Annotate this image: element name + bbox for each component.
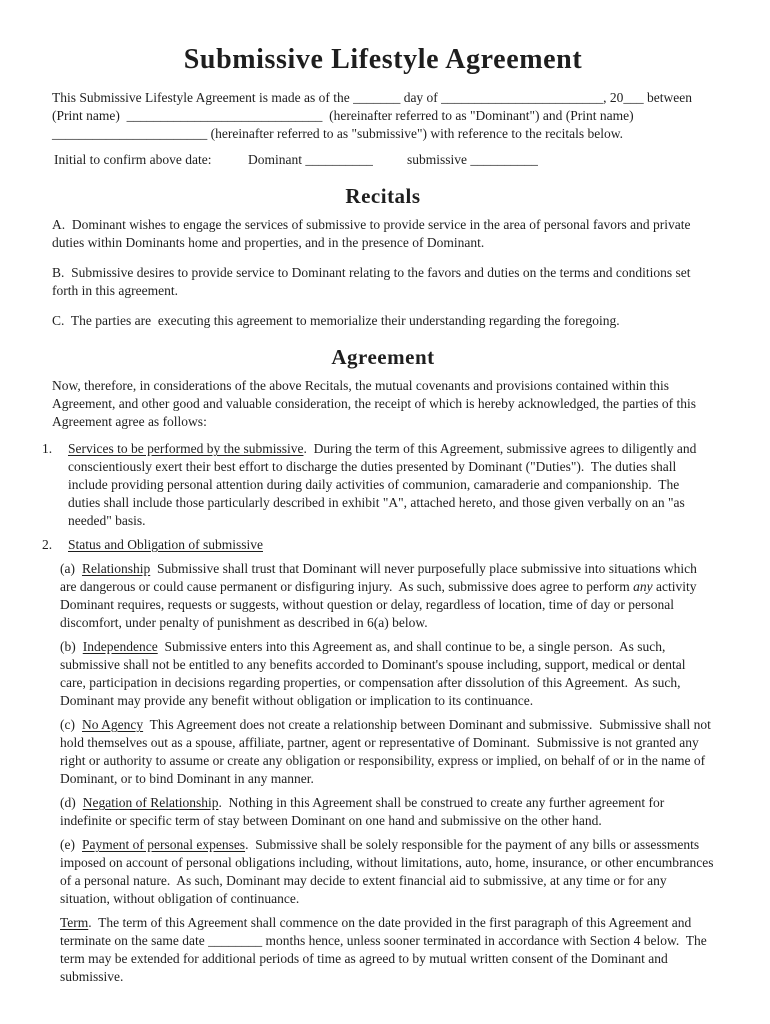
item-2-heading: Status and Obligation of submissive (68, 537, 263, 552)
clause-a-body-end: activity Dominant requires, requests or suggests, without question or delay, regardless of location, time of day or personal discomfort, under penalty of punishment as described in 6(a) below. (60, 579, 700, 630)
clause-d-body: . Nothing in this Agreement shall be construed to create any further agreement for indefinite or specific term of stay between Dominant on one hand and submissive on the other hand. (60, 795, 668, 828)
intro-paragraph: This Submissive Lifestyle Agreement is made as of the _______ day of ________________________, 20___ between (Print name) _____________________________ (hereinafter referred to as "Dominant") and (Print name) _______________________ (hereinafter referred to as "submissive") with reference to the recitals below. (52, 90, 696, 141)
term-paragraph (60, 914, 714, 986)
recital-b: B. Submissive desires to provide service to Dominant relating to the favors and duties on the terms and conditions set forth in this agreement. (52, 265, 694, 298)
clause-d-label: (d) (60, 795, 76, 810)
item-2-number: 2. (42, 537, 53, 552)
initial-confirm-label: Initial to confirm above date: (54, 152, 212, 167)
clause-b-body: Submissive enters into this Agreement as, and shall continue to be, a single person. As such, submissive shall not be entitled to any benefits accorded to Dominant's spouse including, support, medical or dental care, participation in decisions regarding properties, or compensation after dissolution of this Agreement. As such, Dominant may provide any benefit without obligation or implication to its continuance. (60, 639, 689, 708)
agreement-item-2-status (42, 536, 714, 554)
clause-a-label: (a) (60, 561, 75, 576)
agreement-preamble: Now, therefore, in considerations of the above Recitals, the mutual covenants and provisions contained within this Agreement, and other good and valuable consideration, the receipt of which is hereby acknowledged, the parties of this Agreement agree as follows: (52, 378, 699, 429)
clause-a-body-start: Submissive shall trust that Dominant will never purposefully place submissive into situations which are dangerous or could cause permanent or disfiguring injury. As such, submissive does agree to perform (60, 561, 701, 594)
term-body: . The term of this Agreement shall commence on the date provided in the first paragraph of this Agreement and terminate on the same date ________ months hence, unless sooner terminated in accordance with Section 4 below. The term may be extended for additional periods of time as agreed to by mutual written consent of the Dominant and submissive. (60, 915, 711, 984)
clause-b-independence (60, 638, 714, 710)
dominant-initial-blank: Dominant __________ (248, 152, 373, 167)
item-1-number: 1. (42, 441, 53, 456)
recital-c: C. The parties are executing this agreement to memorialize their understanding regarding the foregoing. (52, 313, 620, 328)
clause-c-no-agency (60, 716, 714, 788)
document-title: Submissive Lifestyle Agreement (183, 44, 583, 75)
clause-e-payment-of-expenses (60, 836, 717, 908)
clause-c-body: This Agreement does not create a relationship between Dominant and submissive. Submissive shall not hold themselves out as a spouse, affiliate, partner, agent or representative of Dominant. Submissive is not granted any right or authority to assume or create any obligation or responsibility, express or implied, on behalf of or in the name of Dominant, or to bind Dominant in any manner. (60, 717, 715, 786)
item-1-body: . During the term of this Agreement, submissive agrees to diligently and conscientiously exert their best effort to discharge the duties presented by Dominant ("Duties"). The duties shall include providing personal attention during daily activities of communion, camaraderie and companionship. The duties shall include those particularly described in exhibit "A", attached hereto, and those given verbally on an "as needed" basis. (68, 441, 700, 528)
clause-c-label: (c) (60, 717, 75, 732)
clause-d-heading: Negation of Relationship (82, 795, 219, 810)
clause-b-label: (b) (60, 639, 76, 654)
initial-confirmation-row (52, 151, 714, 170)
clause-c-heading: No Agency (81, 717, 144, 732)
clause-b-heading: Independence (82, 639, 158, 654)
term-heading: Term (60, 915, 89, 930)
clause-a-heading: Relationship (81, 561, 151, 576)
recital-a: A. Dominant wishes to engage the services of submissive to provide service in the area of personal favors and private duties within Dominants home and properties, and in the presence of Dominant. (52, 217, 694, 250)
clause-e-label: (e) (60, 837, 75, 852)
item-1-heading: Services to be performed by the submissive (68, 441, 304, 456)
clause-a-relationship (60, 560, 714, 632)
agreement-item-1-services (42, 440, 714, 530)
clause-e-body: . Submissive shall be solely responsible for the payment of any bills or assessments imposed on account of personal obligations including, without limitations, auto, home, insurance, or other encumbrances of a personal nature. As such, Dominant may decide to extent financial aid to submissive, at any time or for any situation, without obligation of continuance. (60, 837, 717, 906)
agreement-heading: Agreement (331, 345, 435, 369)
clause-a-italic-word: any (633, 579, 653, 594)
submissive-initial-blank: submissive __________ (407, 152, 538, 167)
recitals-heading: Recitals (345, 184, 421, 208)
clause-d-negation-of-relationship (60, 794, 714, 830)
clause-e-heading: Payment of personal expenses (81, 837, 246, 852)
